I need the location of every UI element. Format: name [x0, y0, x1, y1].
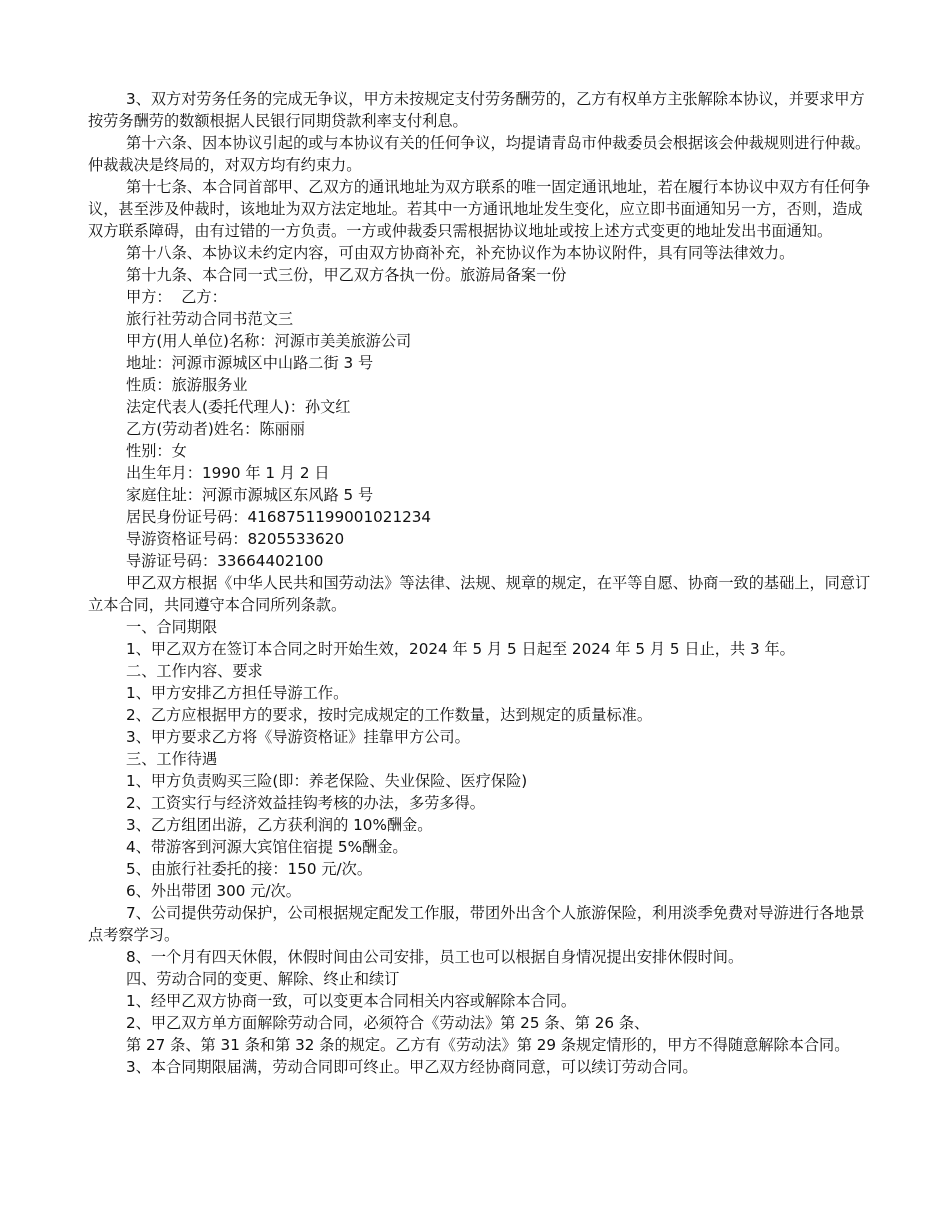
party-a-nature: 性质：旅游服务业 [126, 376, 248, 394]
section-2-item-1: 1、甲方安排乙方担任导游工作。 [126, 684, 349, 702]
legal-representative: 法定代表人(委托代理人)：孙文红 [126, 398, 351, 416]
party-b-home-address: 家庭住址：河源市源城区东风路 5 号 [126, 486, 374, 504]
party-b-birth: 出生年月：1990 年 1 月 2 日 [126, 464, 330, 482]
section-3-item-7: 7、公司提供劳动保护，公司根据规定配发工作服，带团外出含个人旅游保险，利用淡季免费对导游进行各地景点考察学习。 [88, 904, 865, 944]
party-a-address: 地址：河源市源城区中山路二街 3 号 [126, 354, 374, 372]
section-4-item-3: 3、本合同期限届满，劳动合同即可终止。甲乙双方经协商同意，可以续订劳动合同。 [126, 1058, 698, 1076]
section-2-item-3: 3、甲方要求乙方将《导游资格证》挂靠甲方公司。 [126, 728, 470, 746]
section-3-item-4: 4、带游客到河源大宾馆住宿提 5%酬金。 [126, 838, 408, 856]
section-3-item-8: 8、一个月有四天休假，休假时间由公司安排，员工也可以根据自身情况提出安排休假时间。 [126, 948, 744, 966]
section-4-item-2: 2、甲乙双方单方面解除劳动合同，必须符合《劳动法》第 25 条、第 26 条、 [126, 1014, 650, 1032]
clause-3-dispute-payment: 3、双方对劳务任务的完成无争议，甲方未按规定支付劳务酬劳的，乙方有权单方主张解除本协议，并要求甲方按劳务酬劳的数额根据人民银行同期贷款利率支付利息。 [88, 90, 865, 130]
article-17-address: 第十七条、本合同首部甲、乙双方的通讯地址为双方联系的唯一固定通讯地址，若在履行本协议中双方有任何争议，甚至涉及仲裁时，该地址为双方法定地址。若其中一方通讯地址发生变化，应立即书面通知另一方，否则，造成双方联系障碍，由有过错的一方负责。一方或仲裁委只需根据协议地址或按上述方式变更的地址发出书面通知。 [88, 178, 871, 240]
section-4-heading: 四、劳动合同的变更、解除、终止和续订 [126, 970, 400, 988]
section-3-item-6: 6、外出带团 300 元/次。 [126, 882, 301, 900]
signature-line: 甲方： 乙方： [126, 288, 227, 306]
section-4-item-2-continued: 第 27 条、第 31 条和第 32 条的规定。乙方有《劳动法》第 29 条规定情形的，甲方不得随意解除本合同。 [126, 1036, 850, 1054]
party-b-name: 乙方(劳动者)姓名：陈丽丽 [126, 420, 305, 438]
party-b-id-number: 居民身份证号码：416875119900102123‍4 [126, 508, 432, 526]
section-3-item-5: 5、由旅行社委托的接：150 元/次。 [126, 860, 373, 878]
article-18-supplement: 第十八条、本协议未约定内容，可由双方协商补充，补充协议作为本协议附件，具有同等法律效力。 [126, 244, 795, 262]
section-1-item-1: 1、甲乙双方在签订本合同之时开始生效，2024 年 5 月 5 日起至 2024 年 5 月 5 日止，共 3 年。 [126, 640, 795, 658]
section-3-item-2: 2、工资实行与经济效益挂钩考核的办法，多劳多得。 [126, 794, 485, 812]
article-16-arbitration: 第十六条、因本协议引起的或与本协议有关的任何争议，均提请青岛市仲裁委员会根据该会仲裁规则进行仲裁。仲裁裁决是终局的，对双方均有约束力。 [88, 134, 871, 174]
party-a-name: 甲方(用人单位)名称：河源市美美旅游公司 [126, 332, 412, 350]
section-4-item-1: 1、经甲乙双方协商一致，可以变更本合同相关内容或解除本合同。 [126, 992, 577, 1010]
guide-qualification-number: 导游资格证号码：8205533620 [126, 530, 345, 548]
section-3-heading: 三、工作待遇 [126, 750, 218, 768]
party-b-gender: 性别：女 [126, 442, 187, 460]
section-3-item-1: 1、甲方负责购买三险(即：养老保险、失业保险、医疗保险) [126, 772, 528, 790]
article-19-copies: 第十九条、本合同一式三份，甲乙双方各执一份。旅游局备案一份 [126, 266, 567, 284]
section-2-heading: 二、工作内容、要求 [126, 662, 263, 680]
contract-title: 旅行社劳动合同书范文三 [126, 310, 294, 328]
preamble: 甲乙双方根据《中华人民共和国劳动法》等法律、法规、规章的规定，在平等自愿、协商一致的基础上，同意订立本合同，共同遵守本合同所列条款。 [88, 574, 871, 614]
guide-license-number: 导游证号码：33664402100 [126, 552, 324, 570]
document-body [88, 88, 873, 1078]
section-2-item-2: 2、乙方应根据甲方的要求，按时完成规定的工作数量，达到规定的质量标准。 [126, 706, 653, 724]
section-1-heading: 一、合同期限 [126, 618, 218, 636]
section-3-item-3: 3、乙方组团出游，乙方获利润的 10%酬金。 [126, 816, 433, 834]
